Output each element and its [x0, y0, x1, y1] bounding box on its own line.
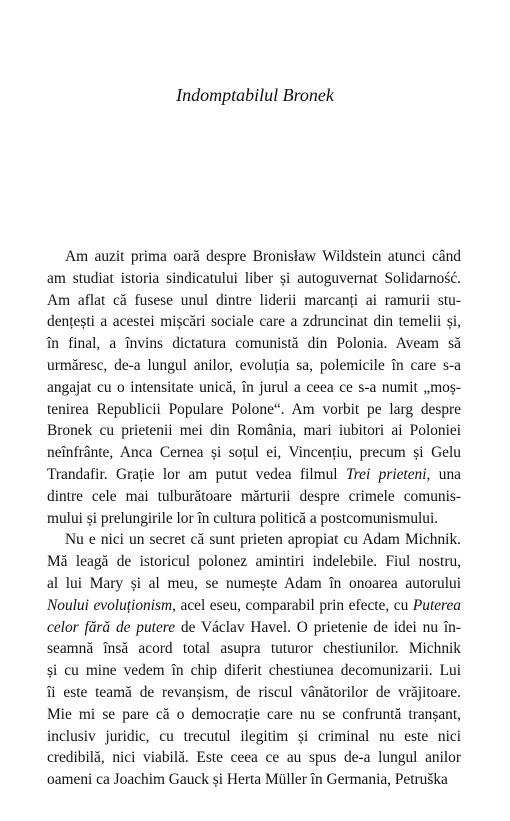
paragraph — [47, 246, 461, 529]
text-line — [47, 769, 461, 791]
text-run: tenirea Republicii Populare Polone“. Am vorbit pe larg despre — [47, 400, 461, 418]
text-line — [47, 638, 461, 660]
text-run: în final, a învins dictatura comunistă din Polonia. Aveam să — [47, 335, 461, 353]
text-run: Mă leagă de istoricul polonez amintiri indelebile. Fiul nostru, — [47, 553, 461, 571]
text-line — [47, 355, 461, 377]
text-line — [47, 726, 461, 748]
text-line — [47, 311, 461, 333]
italic-text: celor fără de putere — [47, 618, 176, 636]
text-run: Am aflat că fusese unul dintre liderii marcanți ai ramurii stu- — [47, 291, 461, 309]
text-line — [47, 442, 461, 464]
text-run: Nu e nici un secret că sunt prieten apropiat cu Adam Michnik. — [65, 531, 461, 549]
text-line — [47, 595, 461, 617]
italic-text: Trei prieteni — [345, 465, 427, 483]
text-line — [47, 704, 461, 726]
text-line — [47, 508, 461, 530]
text-line — [47, 246, 461, 268]
text-line — [47, 464, 461, 486]
italic-text: Puterea — [412, 596, 461, 614]
text-line — [47, 486, 461, 508]
text-run: dențești a acestei mișcări sociale care a zdruncinat din temelii și, — [47, 313, 461, 331]
text-run: credibilă, nici viabilă. Este ceea ce au spus de-a lungul anilor — [47, 749, 461, 767]
text-run: de Václav Havel. O prietenie de idei nu în- — [175, 618, 461, 636]
text-run: Am auzit prima oară despre Bronisław Wildstein atunci când — [65, 248, 461, 265]
text-run: seamnă însă acord total asupra tuturor chestiunilor. Michnik — [47, 640, 461, 658]
text-run: al lui Mary și al meu, se numește Adam în onoarea autorului — [47, 574, 461, 592]
text-run: îi este teamă de revanșism, de riscul vânătorilor de vrăjitoare. — [47, 683, 461, 701]
text-run: , una — [426, 465, 462, 483]
text-run: inclusiv juridic, cu trecutul ilegitim și criminal nu este nici — [47, 727, 461, 745]
text-run: și cu mine vedem în chip diferit chestiunea decomunizarii. Lui — [47, 662, 461, 680]
italic-text: Noului evoluționism — [47, 596, 173, 614]
text-run: , acel eseu, comparabil prin efecte, cu — [172, 596, 413, 614]
text-line — [47, 529, 461, 551]
text-run: neînfrânte, Anca Cernea și soțul ei, Vincențiu, precum și Gelu — [47, 444, 461, 462]
text-run: dintre cele mai tulburătoare mărturii despre crimele comunis- — [47, 487, 461, 505]
text-line — [47, 747, 461, 769]
page-title: Indomptabilul Bronek — [176, 85, 334, 105]
text-run: oameni ca Joachim Gauck și Herta Müller în Germania, Petruška — [47, 771, 448, 789]
paragraph — [47, 529, 461, 791]
text-line — [47, 420, 461, 442]
text-line — [47, 399, 461, 421]
text-line — [47, 333, 461, 355]
text-run: Mie mi se pare că o democrație care nu se confruntă tranșant, — [47, 705, 461, 723]
body-text — [47, 246, 461, 791]
text-line — [47, 682, 461, 704]
text-line — [47, 573, 461, 595]
text-line — [47, 617, 461, 639]
text-line — [47, 377, 461, 399]
text-line — [47, 660, 461, 682]
text-line — [47, 268, 461, 290]
text-run: urmăresc, de-a lungul anilor, evoluția sa, polemicile în care s-a — [47, 356, 461, 374]
text-line — [47, 290, 461, 312]
text-line — [47, 551, 461, 573]
text-run: Trandafir. Grație lor am putut vedea filmul — [47, 465, 346, 483]
text-run: mului și prelungirile lor în cultura politică a postcomunismului. — [47, 509, 439, 527]
text-run: angajat cu o intensitate unică, în jurul a ceea ce s-a numit „moș- — [47, 378, 461, 396]
text-run: Bronek cu prietenii mei din România, mari iubitori ai Poloniei — [47, 422, 461, 440]
text-run: am studiat istoria sindicatului liber și autoguvernat Solidarność. — [47, 269, 461, 287]
